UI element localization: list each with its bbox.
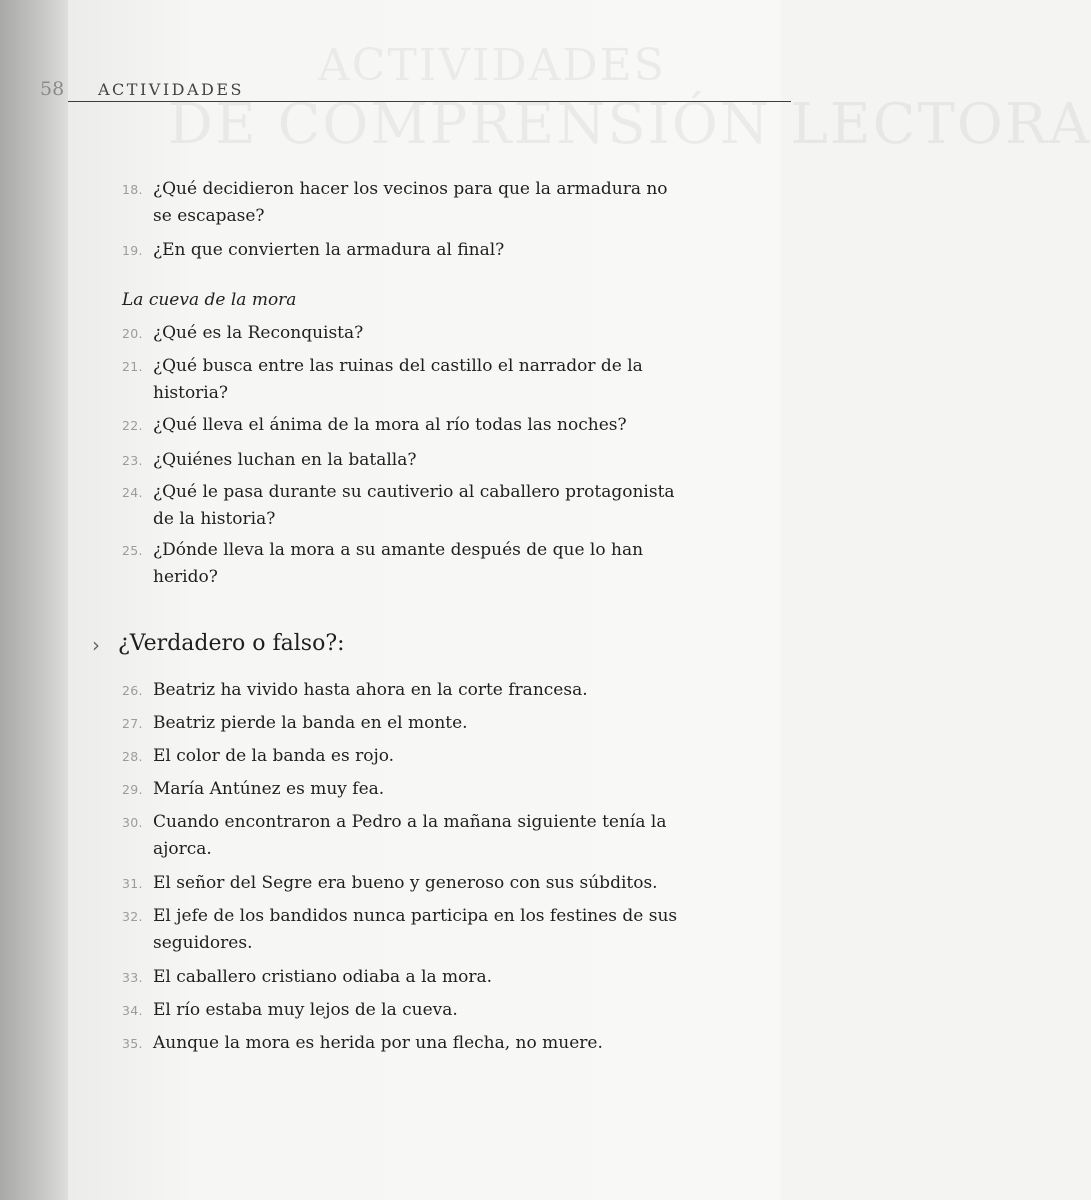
question-text: ¿Qué es la Reconquista?	[153, 323, 364, 343]
item-text: El color de la banda es rojo.	[153, 746, 395, 766]
item-text: El señor del Segre era bueno y generoso con sus súbditos.	[153, 873, 658, 893]
question-number: 19.	[122, 243, 143, 258]
question-text: ¿En que convierten la armadura al final?	[153, 240, 505, 260]
item-text: Cuando encontraron a Pedro a la mañana siguiente tenía la ajorca.	[153, 812, 667, 859]
subsection-title: La cueva de la mora	[122, 290, 297, 310]
question-item	[122, 537, 682, 591]
item-text: El jefe de los bandidos nunca participa en los festines de sus seguidores.	[153, 906, 678, 953]
question-text: ¿Qué decidieron hacer los vecinos para que la armadura no se escapase?	[153, 179, 668, 226]
question-text: ¿Qué lleva el ánima de la mora al río todas las noches?	[153, 415, 627, 435]
header-rule	[68, 101, 791, 102]
question-number: 24.	[122, 485, 143, 500]
question-number: 20.	[122, 326, 143, 341]
item-number: 29.	[122, 782, 143, 797]
true-false-item	[122, 964, 682, 991]
question-item	[122, 176, 682, 230]
question-number: 18.	[122, 182, 143, 197]
item-number: 27.	[122, 716, 143, 731]
question-text: ¿Qué busca entre las ruinas del castillo el narrador de la historia?	[153, 356, 643, 403]
item-number: 30.	[122, 815, 143, 830]
item-text: Beatriz pierde la banda en el monte.	[153, 713, 468, 733]
item-number: 33.	[122, 970, 143, 985]
bleed-through-text: DE COMPRENSIÓN LECTORA	[168, 92, 1091, 157]
book-gutter	[0, 0, 68, 1200]
true-false-item	[122, 809, 682, 863]
item-text: El caballero cristiano odiaba a la mora.	[153, 967, 493, 987]
item-text: Aunque la mora es herida por una flecha, no muere.	[153, 1033, 603, 1053]
item-number: 26.	[122, 683, 143, 698]
question-text: ¿Dónde lleva la mora a su amante después de que lo han herido?	[153, 540, 644, 587]
true-false-item	[122, 997, 682, 1024]
question-number: 25.	[122, 543, 143, 558]
true-false-item	[122, 776, 682, 803]
question-text: ¿Qué le pasa durante su cautiverio al caballero protagonista de la historia?	[153, 482, 675, 529]
question-item	[122, 447, 682, 474]
question-number: 23.	[122, 453, 143, 468]
true-false-title: ¿Verdadero o falso?:	[118, 631, 345, 656]
chevron-right-icon: ›	[92, 633, 100, 657]
question-number: 22.	[122, 418, 143, 433]
item-number: 35.	[122, 1036, 143, 1051]
question-item	[122, 353, 682, 407]
section-heading: ACTIVIDADES	[98, 80, 245, 99]
question-number: 21.	[122, 359, 143, 374]
item-text: El río estaba muy lejos de la cueva.	[153, 1000, 458, 1020]
true-false-item	[122, 1030, 682, 1057]
question-item	[122, 479, 682, 533]
item-number: 31.	[122, 876, 143, 891]
question-item	[122, 320, 682, 347]
question-item	[122, 412, 682, 439]
true-false-item	[122, 710, 682, 737]
item-number: 28.	[122, 749, 143, 764]
true-false-item	[122, 743, 682, 770]
question-item	[122, 237, 682, 264]
bleed-through-text: ACTIVIDADES	[318, 40, 666, 91]
question-text: ¿Quiénes luchan en la batalla?	[153, 450, 417, 470]
item-text: Beatriz ha vivido hasta ahora en la corte francesa.	[153, 680, 588, 700]
true-false-item	[122, 903, 682, 957]
item-number: 34.	[122, 1003, 143, 1018]
item-text: María Antúnez es muy fea.	[153, 779, 385, 799]
true-false-item	[122, 870, 682, 897]
page-number: 58	[40, 78, 65, 100]
item-number: 32.	[122, 909, 143, 924]
true-false-item	[122, 677, 682, 704]
